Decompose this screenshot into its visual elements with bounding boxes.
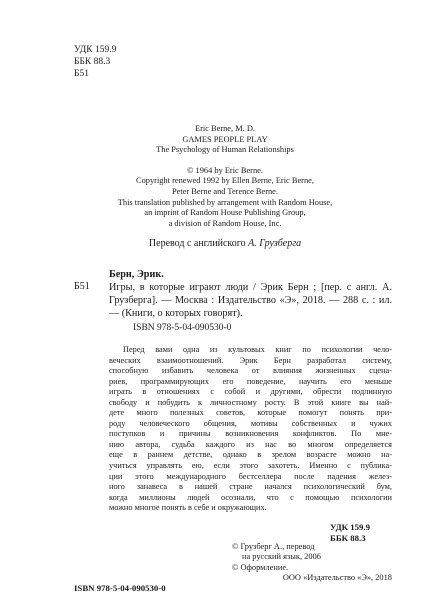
- annotation-line: учиться управлять ею, если этого захотеть. Именно с публика-: [109, 461, 392, 471]
- footer-isbn: ISBN 978-5-04-090530-0: [74, 583, 166, 593]
- annotation-line: нию автора, судьба каждого из нас во многом определяется: [109, 439, 392, 449]
- annotation-line: ции этого международного бестселлера после падения желез-: [109, 471, 392, 481]
- annotation-line: дете много полезных советов, которые помогут понять при-: [109, 408, 392, 418]
- copyright-line: Copyright renewed 1992 by Ellen Berne, Eric Berne,: [136, 176, 314, 186]
- annotation-line: можно многое понять в себе и окружающих.: [109, 503, 267, 513]
- copyright-design: © Оформление.: [232, 562, 289, 572]
- copyright-publisher: ООО «Издательство «Э», 2018: [282, 573, 392, 583]
- copyright-translation: © Грузберг А., перевод: [232, 542, 315, 551]
- annotation-line: Перед вами одна из культовых книг по психологии чело-: [123, 345, 392, 354]
- bbk-code: ББК 88.3: [74, 57, 111, 67]
- author-mark: Б51: [74, 69, 89, 79]
- title-en: GAMES PEOPLE PLAY: [182, 134, 268, 144]
- copyright-line: an imprint of Random House Publishing Group,: [144, 208, 306, 218]
- annotation-line: риев, программирующих его поведение, научить его меньше: [109, 376, 392, 386]
- footer-classification: [330, 522, 370, 544]
- translation-credit: [74, 238, 376, 249]
- annotation-line: ного занавеса в нашей стране начался психологический бум,: [109, 482, 392, 492]
- copyright-line: Peter Berne and Terence Berne.: [172, 186, 278, 196]
- annotation: [109, 345, 392, 514]
- biblio-author: Берн, Эрик.: [109, 269, 164, 280]
- bibliographic-record: [109, 268, 392, 320]
- annotation-line: свободу и побудить к личностному росту. В этой книге вы най-: [109, 397, 392, 407]
- author-en: Eric Berne, M. D.: [194, 124, 255, 133]
- biblio-isbn: ISBN 978-5-04-090530-0: [133, 323, 232, 333]
- udk-code: УДК 159.9: [74, 45, 117, 55]
- biblio-description: Игры, в которые играют люди / Эрик Берн ; [пер. с англ. А. Грузберга]. — Москва : Издательство «Э», 2018. — 288 с. : ил. — (Книги, о которых говорят).: [109, 282, 392, 319]
- original-edition-credits: [74, 124, 376, 229]
- translation-prefix: Перевод с английского: [148, 238, 246, 249]
- translator-name: А. Грузберга: [248, 238, 302, 249]
- annotation-line: играть в отношениях с собой и другими, обрести подлинную: [109, 387, 392, 397]
- copyright-translation-cont: на русский язык, 2006: [242, 552, 321, 562]
- classification-codes: [74, 44, 116, 80]
- footer-udk: УДК 159.9: [330, 522, 370, 532]
- annotation-line: способную избавить человека от влияния жизненных сцена-: [109, 366, 392, 376]
- annotation-line: еще в раннем детстве, однако в зрелом возрасте можно на-: [109, 450, 392, 460]
- annotation-line: поступков и причины возникновения конфликтов. По мне-: [109, 429, 392, 439]
- annotation-line: роду человеческого общения, мотивы собственных и чужих: [109, 418, 392, 428]
- footer-copyrights: [232, 542, 392, 584]
- spacer: [74, 156, 376, 166]
- copyright-line: a division of Random House, Inc.: [168, 218, 282, 228]
- annotation-line: веческих взаимоотношений. Эрик Берн разработал систему,: [109, 355, 392, 365]
- footer-bbk: ББК 88.3: [330, 533, 366, 543]
- annotation-line: когда миллионы людей осознали, что с помощью психологии: [109, 492, 392, 502]
- copyright-line: © 1964 by Eric Berne.: [187, 165, 263, 175]
- copyright-line: This translation published by arrangement with Random House,: [117, 197, 333, 207]
- biblio-author-mark: Б51: [74, 281, 90, 292]
- subtitle-en: The Psychology of Human Relationships: [156, 145, 294, 155]
